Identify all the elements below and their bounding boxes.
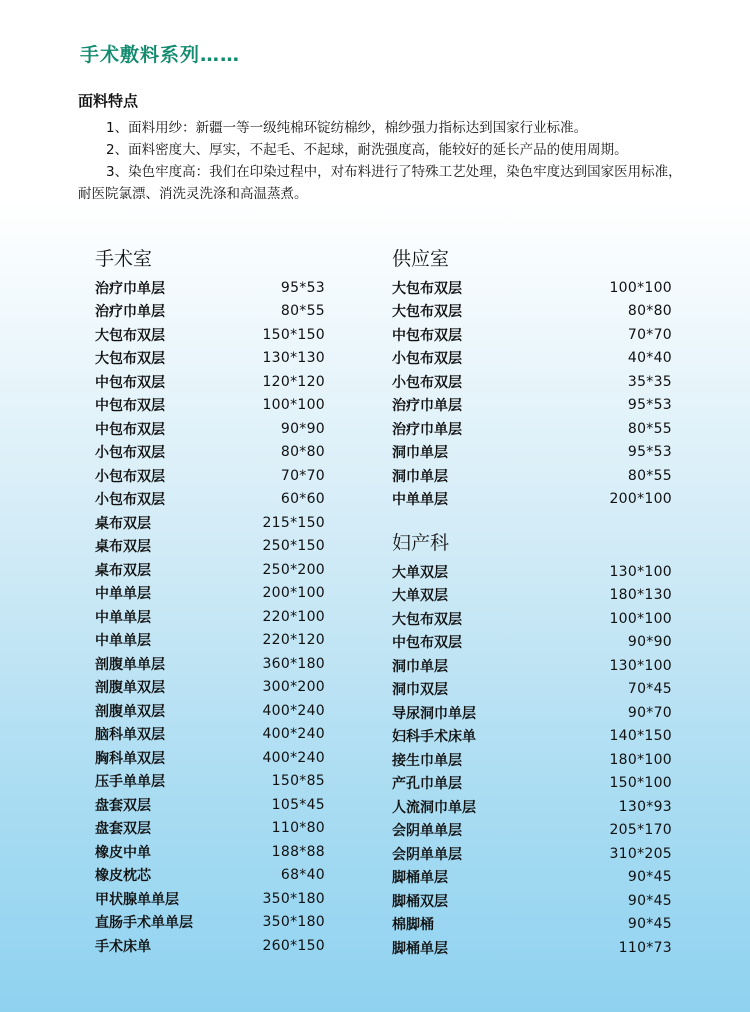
product-row <box>392 772 672 796</box>
product-size: 105*45 <box>271 796 325 813</box>
product-row <box>95 864 325 888</box>
product-row <box>95 300 325 324</box>
product-name: 会阴单单层 <box>392 846 462 863</box>
product-name: 中单单层 <box>95 586 151 603</box>
product-size: 400*240 <box>262 749 325 766</box>
product-size: 90*90 <box>627 634 672 651</box>
product-row <box>95 417 325 441</box>
product-size: 35*35 <box>627 373 672 390</box>
product-row <box>392 276 672 300</box>
operating-room-section <box>95 242 325 958</box>
right-column <box>392 242 672 960</box>
product-size: 180*100 <box>609 751 672 768</box>
product-size: 220*100 <box>262 608 325 625</box>
product-name: 剖腹单单层 <box>95 656 165 673</box>
section-title: 妇产科 <box>392 532 450 554</box>
product-name: 桌布双层 <box>95 562 151 579</box>
product-size: 40*40 <box>627 350 672 367</box>
product-size: 130*93 <box>618 798 672 815</box>
product-name: 中单单层 <box>392 492 448 509</box>
product-name: 妇科手术床单 <box>392 729 476 746</box>
product-size: 130*100 <box>609 657 672 674</box>
product-row <box>392 678 672 702</box>
product-size: 80*80 <box>627 303 672 320</box>
product-row <box>392 725 672 749</box>
product-row <box>95 605 325 629</box>
product-row <box>392 654 672 678</box>
product-row <box>392 464 672 488</box>
product-name: 脑科单双层 <box>95 727 165 744</box>
product-name: 小包布双层 <box>392 351 462 368</box>
product-size: 110*73 <box>618 939 672 956</box>
product-name: 小包布双层 <box>95 468 165 485</box>
product-row <box>95 676 325 700</box>
product-row <box>95 582 325 606</box>
product-row <box>95 347 325 371</box>
product-name: 中单单层 <box>95 609 151 626</box>
product-row <box>392 866 672 890</box>
product-name: 治疗巾单层 <box>95 304 165 321</box>
product-list <box>95 276 325 958</box>
product-name: 大单双层 <box>392 564 448 581</box>
product-name: 剖腹单双层 <box>95 703 165 720</box>
product-name: 甲状腺单单层 <box>95 891 179 908</box>
product-row <box>392 560 672 584</box>
product-row <box>392 936 672 960</box>
product-row <box>95 323 325 347</box>
product-size: 220*120 <box>262 632 325 649</box>
product-size: 400*240 <box>262 702 325 719</box>
product-row <box>95 394 325 418</box>
obstetrics-section <box>392 526 672 960</box>
product-size: 200*100 <box>609 491 672 508</box>
product-row <box>392 842 672 866</box>
product-name: 盘套双层 <box>95 797 151 814</box>
product-name: 胸科单双层 <box>95 750 165 767</box>
product-row <box>392 394 672 418</box>
product-size: 140*150 <box>609 728 672 745</box>
product-row <box>95 746 325 770</box>
product-name: 大包布双层 <box>392 280 462 297</box>
product-name: 大包布双层 <box>392 611 462 628</box>
product-size: 400*240 <box>262 726 325 743</box>
product-name: 小包布双层 <box>95 445 165 462</box>
product-row <box>95 511 325 535</box>
product-row <box>392 323 672 347</box>
product-row <box>95 934 325 958</box>
product-name: 剖腹单双层 <box>95 680 165 697</box>
product-size: 80*55 <box>627 420 672 437</box>
product-size: 250*150 <box>262 538 325 555</box>
product-size: 250*200 <box>262 561 325 578</box>
product-size: 350*180 <box>262 914 325 931</box>
product-size: 70*45 <box>627 681 672 698</box>
product-name: 橡皮中单 <box>95 844 151 861</box>
product-size: 100*100 <box>262 397 325 414</box>
product-size: 310*205 <box>609 845 672 862</box>
product-size: 100*100 <box>609 610 672 627</box>
product-row <box>392 370 672 394</box>
product-row <box>392 795 672 819</box>
product-list <box>392 276 672 511</box>
product-name: 会阴单单层 <box>392 823 462 840</box>
product-size: 300*200 <box>262 679 325 696</box>
product-name: 洞巾双层 <box>392 682 448 699</box>
product-row <box>95 464 325 488</box>
product-name: 大包布双层 <box>95 351 165 368</box>
product-size: 90*70 <box>627 704 672 721</box>
product-row <box>95 770 325 794</box>
product-name: 脚桶双层 <box>392 893 448 910</box>
product-row <box>392 417 672 441</box>
product-size: 205*170 <box>609 822 672 839</box>
product-size: 70*70 <box>280 467 325 484</box>
product-size: 180*130 <box>609 587 672 604</box>
product-size: 100*100 <box>609 279 672 296</box>
product-size: 90*45 <box>627 916 672 933</box>
product-name: 棉脚桶 <box>392 917 434 934</box>
product-row <box>392 584 672 608</box>
product-size: 95*53 <box>627 444 672 461</box>
product-size: 80*55 <box>280 303 325 320</box>
product-size: 120*120 <box>262 373 325 390</box>
product-row <box>95 370 325 394</box>
product-row <box>392 748 672 772</box>
product-row <box>95 840 325 864</box>
product-row <box>95 535 325 559</box>
product-row <box>95 558 325 582</box>
product-name: 手术床单 <box>95 938 151 955</box>
product-size: 200*100 <box>262 585 325 602</box>
product-name: 人流洞巾单层 <box>392 799 476 816</box>
section-title: 供应室 <box>392 248 450 270</box>
fabric-features <box>78 90 688 205</box>
product-size: 150*85 <box>271 773 325 790</box>
product-size: 130*130 <box>262 350 325 367</box>
product-size: 188*88 <box>271 843 325 860</box>
product-name: 中包布双层 <box>95 421 165 438</box>
fabric-features-heading: 面料特点 <box>78 92 139 110</box>
product-row <box>95 652 325 676</box>
product-size: 70*70 <box>627 326 672 343</box>
product-list <box>392 560 672 960</box>
product-row <box>392 607 672 631</box>
product-name: 大包布双层 <box>95 327 165 344</box>
product-size: 90*45 <box>627 892 672 909</box>
product-name: 脚桶单层 <box>392 870 448 887</box>
product-row <box>392 701 672 725</box>
product-size: 95*53 <box>627 397 672 414</box>
product-row <box>95 911 325 935</box>
product-row <box>392 347 672 371</box>
product-name: 大单双层 <box>392 588 448 605</box>
product-size: 80*80 <box>280 444 325 461</box>
product-row <box>392 631 672 655</box>
product-size: 150*100 <box>609 775 672 792</box>
product-size: 150*150 <box>262 326 325 343</box>
product-name: 治疗巾单层 <box>392 398 462 415</box>
product-row <box>392 913 672 937</box>
product-size: 68*40 <box>280 867 325 884</box>
product-size: 110*80 <box>271 820 325 837</box>
product-row <box>392 819 672 843</box>
product-name: 治疗巾单层 <box>95 280 165 297</box>
product-name: 小包布双层 <box>95 492 165 509</box>
product-row <box>95 629 325 653</box>
page-title: 手术敷料系列…… <box>80 44 241 66</box>
product-name: 中包布双层 <box>95 398 165 415</box>
left-column <box>95 242 325 958</box>
product-size: 130*100 <box>609 563 672 580</box>
product-size: 215*150 <box>262 514 325 531</box>
product-size: 260*150 <box>262 937 325 954</box>
product-name: 小包布双层 <box>392 374 462 391</box>
product-name: 中包布双层 <box>95 374 165 391</box>
product-name: 橡皮枕芯 <box>95 868 151 885</box>
product-name: 导尿洞巾单层 <box>392 705 476 722</box>
feature-item: 3、染色牢度高：我们在印染过程中，对布料进行了特殊工艺处理，染色牢度达到国家医用标准，耐医院氯漂、消洗灵洗涤和高温蒸煮。 <box>78 164 682 202</box>
product-row <box>392 441 672 465</box>
product-row <box>95 817 325 841</box>
product-name: 盘套双层 <box>95 821 151 838</box>
section-title: 手术室 <box>95 248 153 270</box>
product-name: 桌布双层 <box>95 515 151 532</box>
product-name: 洞巾单层 <box>392 658 448 675</box>
product-name: 产孔巾单层 <box>392 776 462 793</box>
supply-room-section <box>392 242 672 511</box>
product-row <box>95 488 325 512</box>
product-row <box>392 488 672 512</box>
product-name: 中包布双层 <box>392 635 462 652</box>
product-name: 脚桶单层 <box>392 940 448 957</box>
product-size: 80*55 <box>627 467 672 484</box>
product-size: 60*60 <box>280 491 325 508</box>
product-name: 中包布双层 <box>392 327 462 344</box>
product-name: 治疗巾单层 <box>392 421 462 438</box>
product-size: 350*180 <box>262 890 325 907</box>
product-row <box>392 300 672 324</box>
product-row <box>95 887 325 911</box>
product-row <box>95 699 325 723</box>
feature-item: 2、面料密度大、厚实，不起毛、不起球，耐洗强度高，能较好的延长产品的使用周期。 <box>106 142 628 158</box>
product-size: 360*180 <box>262 655 325 672</box>
product-row <box>95 276 325 300</box>
product-size: 95*53 <box>280 279 325 296</box>
product-row <box>95 793 325 817</box>
product-name: 洞巾单层 <box>392 468 448 485</box>
product-name: 直肠手术单单层 <box>95 915 193 932</box>
feature-item: 1、面料用纱：新疆一等一级纯棉环锭纺棉纱，棉纱强力指标达到国家行业标准。 <box>106 120 588 136</box>
product-name: 大包布双层 <box>392 304 462 321</box>
product-row <box>392 889 672 913</box>
product-name: 接生巾单层 <box>392 752 462 769</box>
product-name: 中单单层 <box>95 633 151 650</box>
product-name: 压手单单层 <box>95 774 165 791</box>
product-name: 桌布双层 <box>95 539 151 556</box>
product-name: 洞巾单层 <box>392 445 448 462</box>
product-row <box>95 723 325 747</box>
product-size: 90*45 <box>627 869 672 886</box>
product-row <box>95 441 325 465</box>
product-size: 90*90 <box>280 420 325 437</box>
